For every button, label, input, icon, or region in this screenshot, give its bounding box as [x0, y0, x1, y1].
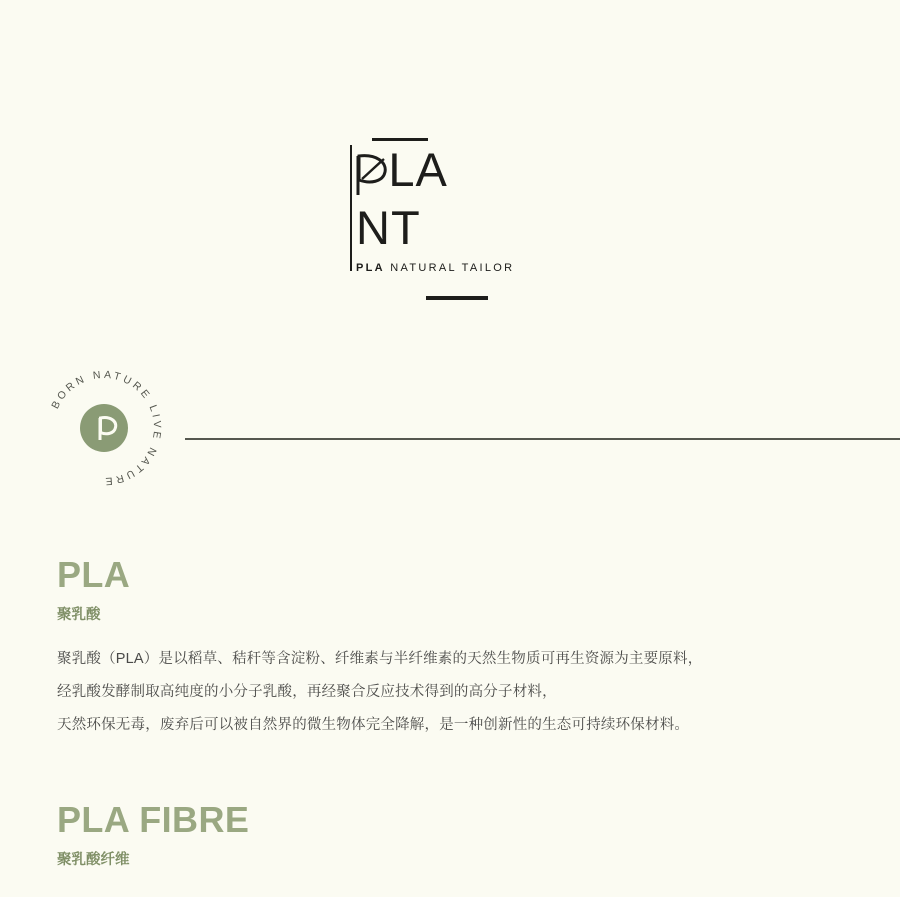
logo-top-rule [372, 138, 428, 141]
divider-rule [185, 438, 900, 440]
logo-text-line2: NT [356, 201, 421, 254]
seal-rule-row [0, 362, 900, 492]
section-pla-body [57, 643, 857, 742]
section-pla-subtitle: 聚乳酸 [57, 607, 101, 623]
section-pla-fibre-subtitle: 聚乳酸纤维 [57, 852, 130, 868]
section-pla [57, 555, 857, 742]
born-nature-seal-icon [38, 362, 170, 494]
section-pla-paragraph-3: 天然环保无毒，废弃后可以被自然界的微生物体完全降解，是一种创新性的生态可持续环保材料。 [57, 717, 690, 733]
section-pla-paragraph-2: 经乳酸发酵制取高纯度的小分子乳酸，再经聚合反应技术得到的高分子材料， [57, 684, 557, 700]
logo-text-line1: LA [388, 143, 448, 196]
section-pla-fibre-title: PLA FIBRE [57, 799, 250, 840]
logo-left-rule [350, 145, 352, 271]
section-pla-fibre [57, 800, 857, 888]
svg-text:BORN NATURE LIVE NATURE: BORN NATURE LIVE NATURE [49, 368, 164, 488]
section-pla-paragraph-1: 聚乳酸（PLA）是以稻草、秸秆等含淀粉、纤维素与半纤维素的天然生物质可再生资源为主要原料， [57, 651, 703, 667]
logo-bottom-rule [426, 296, 488, 300]
logo-tagline: PLA NATURAL TAILOR [356, 262, 515, 274]
brand-logo [0, 118, 900, 308]
section-pla-title: PLA [57, 554, 131, 595]
